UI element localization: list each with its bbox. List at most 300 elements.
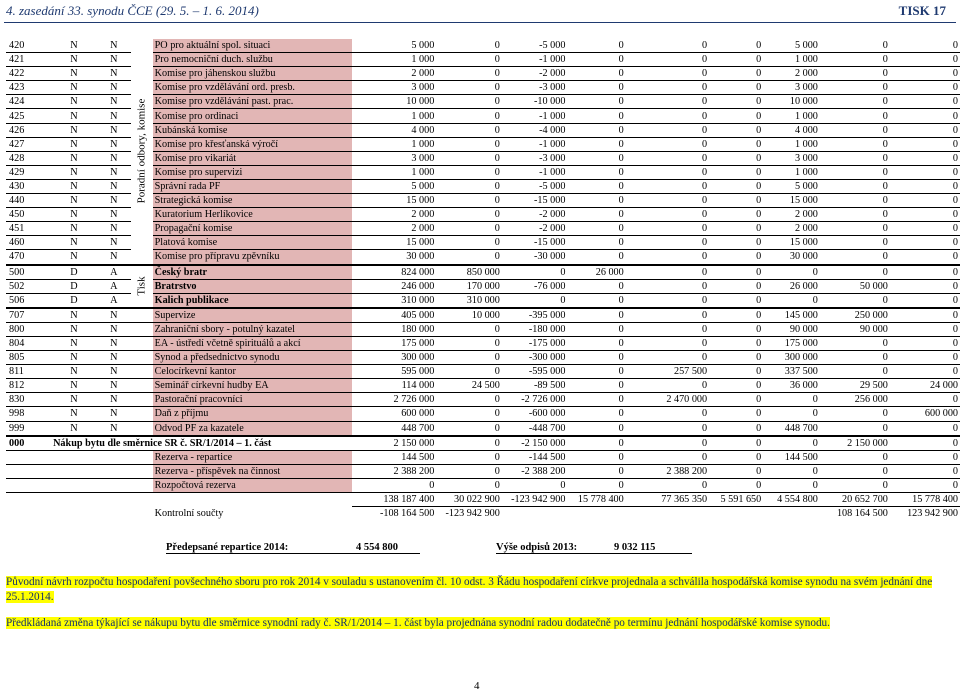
row-code: [6, 450, 51, 464]
row-value: -175 000: [502, 336, 568, 350]
row-value: 600 000: [890, 407, 960, 421]
control-value: 123 942 900: [907, 508, 958, 520]
row-code: [6, 464, 51, 478]
row-value: 30 000: [352, 250, 436, 265]
row-value: 0: [709, 478, 763, 492]
row-value: -5 000: [502, 179, 568, 193]
row-value: 0: [567, 137, 625, 151]
row-code: 506: [6, 293, 51, 308]
row-value: 0: [436, 179, 502, 193]
table-row: [6, 464, 960, 478]
row-value: 0: [820, 81, 890, 95]
odpisy-label: Výše odpisů 2013:: [496, 542, 578, 553]
row-value: 0: [890, 194, 960, 208]
row-value: 0: [820, 365, 890, 379]
row-value: -2 388 200: [502, 464, 568, 478]
row-name: Rozpočtová rezerva: [153, 478, 353, 492]
empty-cell: [131, 322, 153, 336]
row-value: -1 000: [502, 109, 568, 123]
row-value: 310 000: [436, 293, 502, 308]
row-flag-a: [51, 478, 97, 492]
row-value: 1 000: [352, 165, 436, 179]
row-flag-b: A: [97, 265, 131, 280]
table-row: [6, 507, 960, 521]
empty-cell: [131, 407, 153, 421]
row-value: 4 000: [763, 123, 820, 137]
row-value: 256 000: [820, 393, 890, 407]
row-value: -2 150 000: [502, 436, 568, 451]
row-flag-b: [97, 464, 131, 478]
row-flag-a: N: [51, 109, 97, 123]
row-code: 430: [6, 179, 51, 193]
row-name: Platová komise: [153, 236, 353, 250]
row-value: -3 000: [502, 81, 568, 95]
row-code: 000: [6, 436, 51, 451]
row-value: 0: [626, 81, 709, 95]
row-value: 0: [709, 39, 763, 53]
row-value: 36 000: [763, 379, 820, 393]
row-name: Strategická komise: [153, 194, 353, 208]
total-value: 4 554 800: [763, 493, 820, 507]
row-value: 24 500: [436, 379, 502, 393]
row-code: 426: [6, 123, 51, 137]
row-value: 15 000: [352, 236, 436, 250]
row-value: 175 000: [763, 336, 820, 350]
row-flag-b: N: [97, 151, 131, 165]
row-flag-a: N: [51, 208, 97, 222]
row-value: 0: [890, 393, 960, 407]
row-flag-a: D: [51, 279, 97, 293]
row-value: 0: [890, 365, 960, 379]
row-value: 10 000: [352, 95, 436, 109]
row-flag-b: N: [97, 165, 131, 179]
row-value: 114 000: [352, 379, 436, 393]
row-value: 1 000: [352, 137, 436, 151]
row-value: 0: [890, 95, 960, 109]
row-value: 0: [502, 293, 568, 308]
row-flag-b: N: [97, 137, 131, 151]
row-value: 0: [567, 95, 625, 109]
row-name: Supervize: [153, 308, 353, 323]
row-name: Komise pro vzdělávání past. prac.: [153, 95, 353, 109]
row-flag-a: N: [51, 165, 97, 179]
row-value: 257 500: [626, 365, 709, 379]
row-value: 15 000: [352, 194, 436, 208]
row-value: 0: [626, 308, 709, 323]
row-value: -395 000: [502, 308, 568, 323]
row-flag-a: N: [51, 365, 97, 379]
row-flag-b: [97, 450, 131, 464]
row-value: -2 726 000: [502, 393, 568, 407]
row-code: 420: [6, 39, 51, 53]
row-value: 0: [709, 464, 763, 478]
row-value: 0: [436, 53, 502, 67]
row-value: 0: [709, 165, 763, 179]
note-1: [6, 575, 954, 605]
row-value: 3 000: [763, 81, 820, 95]
row-flag-b: N: [97, 351, 131, 365]
row-name: Zahraniční sbory - potulný kazatel: [153, 322, 353, 336]
row-name: Pastorační pracovníci: [153, 393, 353, 407]
row-value: 2 000: [352, 208, 436, 222]
row-value: 0: [890, 351, 960, 365]
row-value: 30 000: [763, 250, 820, 265]
row-value: 0: [436, 478, 502, 492]
row-flag-a: N: [51, 407, 97, 421]
empty-cell: [131, 336, 153, 350]
empty-cell: [6, 493, 51, 507]
row-code: 999: [6, 421, 51, 436]
row-name: EA - ústředí včetně spirituálů a akcí: [153, 336, 353, 350]
row-value: 0: [626, 351, 709, 365]
row-flag-b: N: [97, 95, 131, 109]
row-value: 0: [890, 109, 960, 123]
table-row: [6, 39, 960, 53]
row-value: 0: [763, 436, 820, 451]
table-row: [6, 379, 960, 393]
row-flag-b: [97, 478, 131, 492]
page-header: [4, 0, 956, 23]
empty-cell: [131, 308, 153, 323]
row-name: Odvod PF za kazatele: [153, 421, 353, 436]
row-value: 0: [890, 179, 960, 193]
row-value: 310 000: [352, 293, 436, 308]
row-name: Pro nemocniční duch. službu: [153, 53, 353, 67]
row-value: 0: [820, 95, 890, 109]
row-value: 0: [763, 478, 820, 492]
row-value: 175 000: [352, 336, 436, 350]
row-value: 0: [709, 379, 763, 393]
row-value: 0: [709, 67, 763, 81]
empty-cell: [97, 493, 131, 507]
row-value: 1 000: [763, 53, 820, 67]
table-row: [6, 265, 960, 280]
row-value: 0: [820, 250, 890, 265]
table-row: [6, 493, 960, 507]
row-value: -1 000: [502, 165, 568, 179]
row-code: 425: [6, 109, 51, 123]
row-flag-b: N: [97, 81, 131, 95]
row-value: 0: [626, 179, 709, 193]
row-value: 0: [890, 279, 960, 293]
row-value: 0: [890, 53, 960, 67]
row-value: 0: [567, 464, 625, 478]
row-value: 0: [436, 450, 502, 464]
row-value: 0: [626, 151, 709, 165]
row-value: -10 000: [502, 95, 568, 109]
row-flag-a: N: [51, 151, 97, 165]
table-row: [6, 351, 960, 365]
row-value: 0: [567, 53, 625, 67]
row-code: 707: [6, 308, 51, 323]
row-value: 0: [820, 123, 890, 137]
row-value: 0: [436, 95, 502, 109]
row-flag-a: N: [51, 53, 97, 67]
row-value: 0: [890, 222, 960, 236]
row-value: 0: [626, 450, 709, 464]
row-code: 811: [6, 365, 51, 379]
budget-table: [6, 39, 960, 520]
row-value: 0: [567, 67, 625, 81]
row-name: Nákup bytu dle směrnice SR č. SR/1/2014 – 1. část: [51, 436, 352, 451]
row-value: -5 000: [502, 39, 568, 53]
row-code: 429: [6, 165, 51, 179]
row-value: 0: [820, 336, 890, 350]
row-value: 0: [436, 81, 502, 95]
row-value: 0: [567, 194, 625, 208]
row-value: 0: [890, 123, 960, 137]
row-value: 0: [436, 436, 502, 451]
row-value: 0: [763, 293, 820, 308]
row-value: 0: [626, 208, 709, 222]
row-flag-a: N: [51, 222, 97, 236]
row-value: 0: [820, 222, 890, 236]
row-value: 0: [436, 336, 502, 350]
row-value: 0: [890, 464, 960, 478]
group-label-tisk: Tisk: [135, 276, 148, 296]
row-value: 0: [626, 53, 709, 67]
row-value: 0: [890, 250, 960, 265]
row-value: -1 000: [502, 53, 568, 67]
page-number: 4: [474, 680, 480, 692]
row-value: 0: [820, 293, 890, 308]
row-value: 0: [567, 450, 625, 464]
row-value: 0: [626, 222, 709, 236]
row-code: 460: [6, 236, 51, 250]
row-value: 0: [567, 250, 625, 265]
row-value: -30 000: [502, 250, 568, 265]
row-value: 0: [567, 39, 625, 53]
row-value: 0: [763, 265, 820, 280]
row-code: 998: [6, 407, 51, 421]
row-value: 0: [709, 279, 763, 293]
row-name: Seminář církevní hudby EA: [153, 379, 353, 393]
row-value: 0: [436, 39, 502, 53]
empty-cell: [131, 450, 153, 464]
empty-cell: [131, 393, 153, 407]
row-value: 0: [626, 279, 709, 293]
row-flag-b: N: [97, 123, 131, 137]
row-value: 0: [890, 39, 960, 53]
row-value: 0: [820, 208, 890, 222]
empty-cell: [51, 507, 97, 521]
row-value: 2 388 200: [626, 464, 709, 478]
row-value: 0: [709, 179, 763, 193]
row-value: 0: [820, 351, 890, 365]
row-value: 1 000: [763, 137, 820, 151]
odpisy-box: [496, 542, 692, 554]
row-code: 804: [6, 336, 51, 350]
row-value: 0: [890, 236, 960, 250]
row-value: 0: [626, 236, 709, 250]
row-value: 0: [436, 137, 502, 151]
row-value: 0: [890, 67, 960, 81]
row-value: 2 470 000: [626, 393, 709, 407]
row-value: -300 000: [502, 351, 568, 365]
row-name: Synod a předsednictvo synodu: [153, 351, 353, 365]
row-value: 0: [820, 407, 890, 421]
row-flag-b: N: [97, 236, 131, 250]
row-value: 0: [709, 308, 763, 323]
row-value: -89 500: [502, 379, 568, 393]
empty-cell: [131, 365, 153, 379]
row-value: 5 000: [352, 39, 436, 53]
row-value: 0: [709, 109, 763, 123]
row-value: 0: [626, 250, 709, 265]
row-flag-b: N: [97, 250, 131, 265]
row-flag-a: N: [51, 95, 97, 109]
row-code: 500: [6, 265, 51, 280]
row-flag-b: N: [97, 421, 131, 436]
row-value: 0: [567, 151, 625, 165]
row-value: 0: [626, 293, 709, 308]
empty-cell: [97, 507, 131, 521]
row-value: 1 000: [763, 165, 820, 179]
row-code: 800: [6, 322, 51, 336]
row-name: Český bratr: [153, 265, 353, 280]
group-poradni: [131, 39, 153, 265]
row-flag-b: A: [97, 279, 131, 293]
control-value: -108 164 500: [379, 508, 435, 520]
header-right: TISK 17: [898, 3, 946, 18]
row-code: 812: [6, 379, 51, 393]
row-value: 0: [626, 379, 709, 393]
row-name: Komise pro vzdělávání ord. presb.: [153, 81, 353, 95]
repartice-label: Předepsané repartice 2014:: [166, 542, 289, 553]
row-flag-b: A: [97, 293, 131, 308]
empty-cell: [131, 493, 153, 507]
row-value: 0: [567, 393, 625, 407]
row-value: 5 000: [763, 39, 820, 53]
control-value: [626, 507, 709, 521]
row-value: 0: [820, 236, 890, 250]
row-flag-b: N: [97, 322, 131, 336]
row-value: 0: [567, 436, 625, 451]
header-left: 4. zasedání 33. synodu ČCE (29. 5. – 1. 6. 2014): [6, 3, 259, 18]
row-value: 0: [763, 464, 820, 478]
row-value: 3 000: [352, 151, 436, 165]
table-row: [6, 336, 960, 350]
row-value: 0: [567, 407, 625, 421]
row-value: 0: [820, 265, 890, 280]
row-flag-a: N: [51, 39, 97, 53]
row-code: 450: [6, 208, 51, 222]
row-flag-a: N: [51, 421, 97, 436]
row-value: 144 500: [763, 450, 820, 464]
row-value: 0: [567, 336, 625, 350]
row-value: 2 150 000: [820, 436, 890, 451]
row-value: 0: [763, 393, 820, 407]
row-code: 502: [6, 279, 51, 293]
row-value: 170 000: [436, 279, 502, 293]
row-value: 0: [709, 236, 763, 250]
empty-cell: [131, 351, 153, 365]
row-code: 424: [6, 95, 51, 109]
row-flag-a: D: [51, 293, 97, 308]
row-value: -600 000: [502, 407, 568, 421]
row-name: Propagační komise: [153, 222, 353, 236]
row-value: 0: [436, 250, 502, 265]
row-value: 0: [709, 53, 763, 67]
row-value: 0: [567, 165, 625, 179]
row-flag-a: N: [51, 236, 97, 250]
row-value: 1 000: [352, 53, 436, 67]
row-flag-a: N: [51, 336, 97, 350]
row-value: 24 000: [890, 379, 960, 393]
row-value: 0: [567, 208, 625, 222]
row-value: 2 000: [763, 67, 820, 81]
row-value: 0: [890, 81, 960, 95]
row-value: 0: [436, 208, 502, 222]
row-value: 0: [626, 194, 709, 208]
row-value: 0: [709, 336, 763, 350]
row-value: 0: [436, 351, 502, 365]
row-value: 0: [567, 81, 625, 95]
row-value: 2 726 000: [352, 393, 436, 407]
row-flag-b: N: [97, 336, 131, 350]
note-2: [6, 616, 954, 631]
row-value: 26 000: [763, 279, 820, 293]
row-flag-a: N: [51, 179, 97, 193]
row-value: 2 000: [763, 208, 820, 222]
row-flag-b: N: [97, 53, 131, 67]
row-value: 0: [436, 165, 502, 179]
row-value: 0: [890, 450, 960, 464]
control-value: -123 942 900: [445, 508, 500, 520]
row-value: 0: [567, 293, 625, 308]
row-flag-b: N: [97, 39, 131, 53]
row-value: 0: [709, 95, 763, 109]
row-value: 0: [502, 265, 568, 280]
row-value: -2 000: [502, 208, 568, 222]
row-value: -15 000: [502, 194, 568, 208]
row-flag-a: N: [51, 308, 97, 323]
row-value: 0: [709, 322, 763, 336]
row-code: 805: [6, 351, 51, 365]
row-value: 0: [890, 436, 960, 451]
table-row: [6, 365, 960, 379]
row-value: 0: [890, 478, 960, 492]
row-value: 0: [626, 67, 709, 81]
row-value: 0: [820, 165, 890, 179]
row-value: 0: [436, 109, 502, 123]
row-value: 300 000: [763, 351, 820, 365]
note-2-text: Předkládaná změna týkající se nákupu bytu dle směrnice synodní rady č. SR/1/2014 – 1. část byla projednána synodní radou dodatečně po termínu jednání hospodářské komise synodu.: [6, 617, 830, 629]
row-value: 180 000: [352, 322, 436, 336]
row-value: 0: [890, 322, 960, 336]
row-value: 0: [709, 194, 763, 208]
row-value: 0: [626, 407, 709, 421]
row-value: -595 000: [502, 365, 568, 379]
row-value: 0: [709, 365, 763, 379]
row-name: Daň z příjmu: [153, 407, 353, 421]
row-value: 0: [567, 308, 625, 323]
row-value: 0: [709, 123, 763, 137]
total-value: 77 365 350: [626, 493, 709, 507]
row-value: 0: [436, 236, 502, 250]
row-value: 850 000: [436, 265, 502, 280]
row-flag-b: N: [97, 179, 131, 193]
row-value: 15 000: [763, 194, 820, 208]
row-name: Rezerva - příspěvek na činnost: [153, 464, 353, 478]
row-value: 26 000: [567, 265, 625, 280]
row-value: 0: [820, 67, 890, 81]
row-value: 0: [820, 179, 890, 193]
row-flag-a: [51, 450, 97, 464]
row-value: 0: [626, 165, 709, 179]
odpisy-value: 9 032 115: [614, 542, 656, 553]
row-name: Komise pro křesťanská výročí: [153, 137, 353, 151]
